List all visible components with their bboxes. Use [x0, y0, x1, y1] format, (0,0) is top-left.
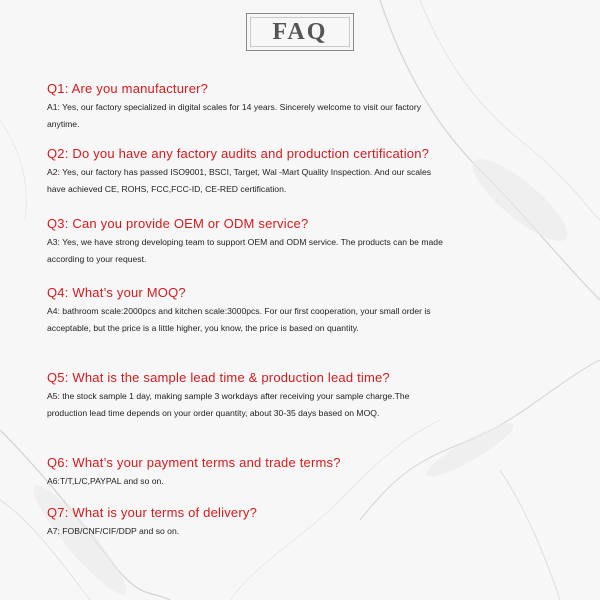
faq-item — [47, 285, 567, 337]
faq-question: Q5: What is the sample lead time & production lead time? — [47, 370, 390, 385]
faq-answer: A7: FOB/CNF/CIF/DDP and so on. — [47, 526, 180, 536]
faq-item — [47, 505, 567, 540]
faq-item — [47, 455, 567, 490]
faq-title-frame — [246, 13, 354, 51]
faq-answer: A6:T/T,L/C,PAYPAL and so on. — [47, 476, 164, 486]
faq-question: Q4: What’s your MOQ? — [47, 285, 186, 300]
faq-question: Q6: What’s your payment terms and trade terms? — [47, 455, 341, 470]
faq-answer: A1: Yes, our factory specialized in digital scales for 14 years. Sincerely welcome to visit our factory anytime. — [47, 102, 421, 129]
faq-item — [47, 370, 567, 422]
faq-question: Q3: Can you provide OEM or ODM service? — [47, 216, 309, 231]
faq-answer: A2: Yes, our factory has passed ISO9001, BSCI, Target, Wal -Mart Quality Inspection. And our scales have achieved CE, ROHS, FCC,FCC-ID, CE-RED certification. — [47, 167, 432, 194]
faq-item — [47, 216, 567, 268]
faq-answer: A5: the stock sample 1 day, making sample 3 workdays after receiving your sample charge.The production lead time depends on your order quantity, about 30-35 days based on MOQ. — [47, 391, 410, 418]
faq-question: Q1: Are you manufacturer? — [47, 81, 209, 96]
faq-answer: A3: Yes, we have strong developing team to support OEM and ODM service. The products can be made according to your request. — [47, 237, 443, 264]
faq-title: FAQ — [272, 18, 328, 45]
faq-item — [47, 81, 567, 133]
faq-question: Q7: What is your terms of delivery? — [47, 505, 258, 520]
faq-question: Q2: Do you have any factory audits and production certification? — [47, 146, 430, 161]
faq-item — [47, 146, 567, 198]
faq-answer: A4: bathroom scale:2000pcs and kitchen scale:3000pcs. For our first cooperation, your small order is acceptable, but the price is a little higher, you know, the price is based on quantity. — [47, 306, 431, 333]
